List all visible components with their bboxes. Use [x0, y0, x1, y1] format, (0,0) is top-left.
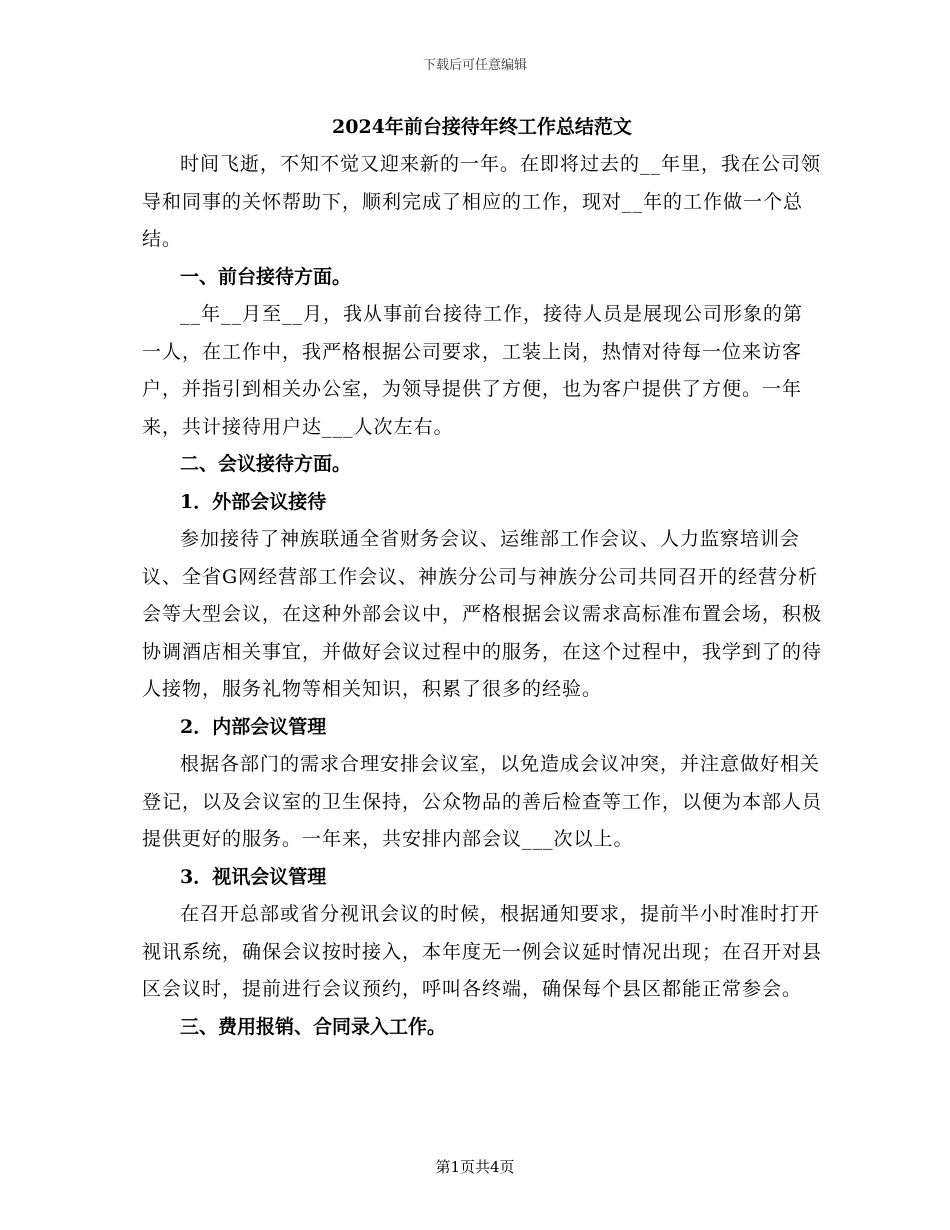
internal-meetings-paragraph: 根据各部门的需求合理安排会议室，以免造成会议冲突，并注意做好相关登记，以及会议室的卫生保持，公众物品的善后检查等工作，以便为本部人员提供更好的服务。一年来，共安排内部会议___次以上。: [142, 753, 823, 850]
document-title: 2024年前台接待年终工作总结范文: [332, 116, 632, 138]
document-body: [142, 112, 822, 1046]
section-heading-reception: 一、前台接待方面。: [180, 265, 352, 288]
video-meetings-paragraph: 在召开总部或省分视讯会议的时候，根据通知要求，提前半小时准时打开视讯系统，确保会议按时接入，本年度无一例会议延时情况出现；在召开对县区会议时，提前进行会议预约，呼叫各终端，确保每个县区都能正常参会。: [142, 903, 823, 1000]
page-header-note: 下载后可任意编辑: [422, 58, 527, 73]
subheading-internal-meetings: 2．内部会议管理: [180, 715, 327, 738]
external-meetings-paragraph: 参加接待了神族联通全省财务会议、运维部工作会议、人力监察培训会议、全省G网经营部工作会议、神族分公司与神族分公司共同召开的经营分析会等大型会议，在这种外部会议中，严格根据会议需求高标准布置会场，积极协调酒店相关事宜，并做好会议过程中的服务，在这个过程中，我学到了的待人接物，服务礼物等相关知识，积累了很多的经验。: [142, 528, 823, 700]
section-heading-expenses: 三、费用报销、合同录入工作。: [180, 1015, 447, 1038]
reception-paragraph: __年__月至__月，我从事前台接待工作，接待人员是展现公司形象的第一人，在工作中，我严格根据公司要求，工装上岗，热情对待每一位来访客户，并指引到相关办公室，为领导提供了方便，也为客户提供了方便。一年来，共计接待用户达___人次左右。: [142, 303, 804, 438]
intro-paragraph: 时间飞逝，不知不觉又迎来新的一年。在即将过去的__年里，我在公司领导和同事的关怀帮助下，顺利完成了相应的工作，现对__年的工作做一个总结。: [142, 153, 822, 250]
subheading-external-meetings: 1．外部会议接待: [180, 490, 327, 513]
subheading-video-meetings: 3．视讯会议管理: [180, 865, 327, 888]
page-footer-number: 第1页共4页: [435, 1158, 515, 1176]
section-heading-meetings: 二、会议接待方面。: [180, 453, 352, 475]
